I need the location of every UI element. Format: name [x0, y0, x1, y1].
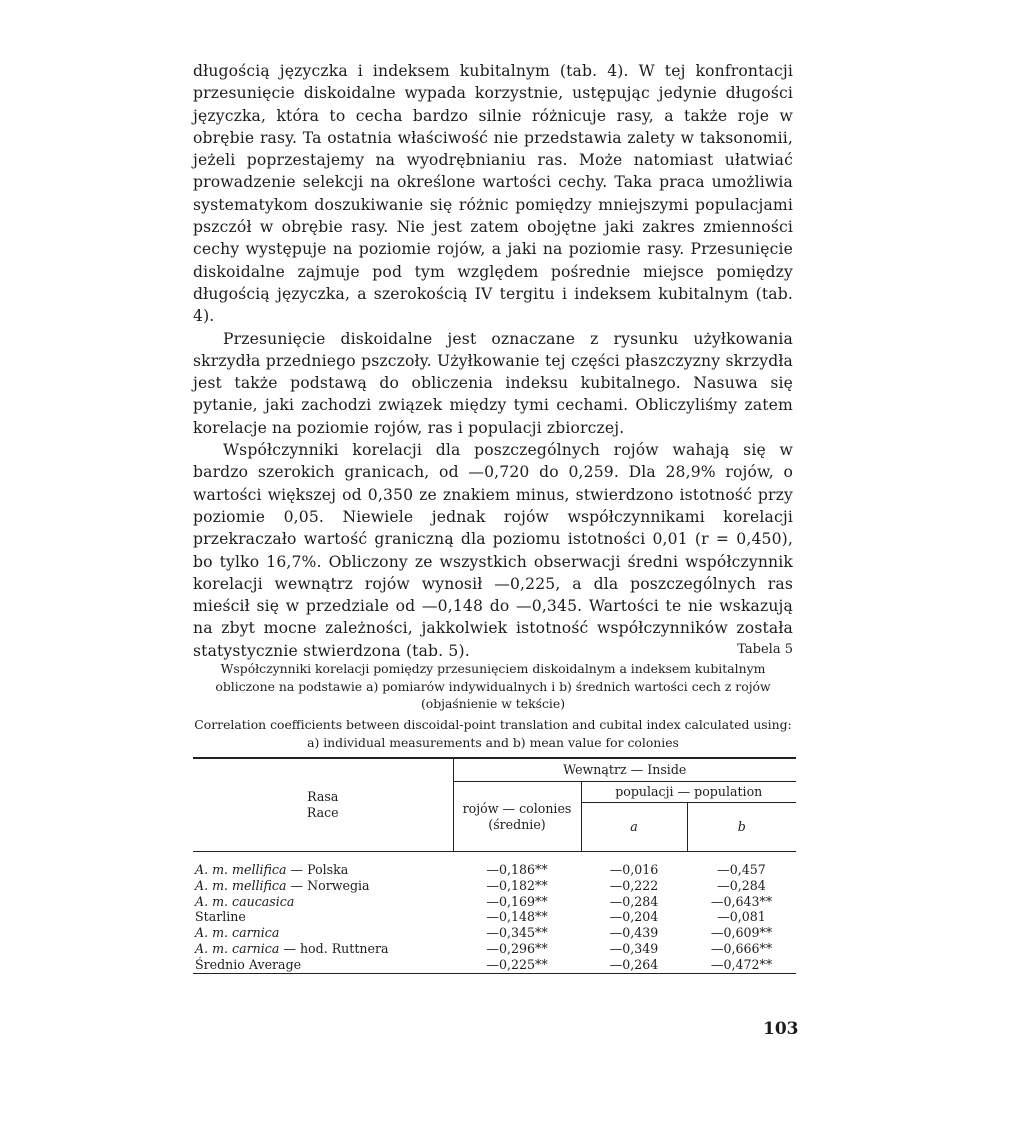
- colonies-value: —0,182**: [486, 877, 548, 893]
- colonies-value: —0,225**: [486, 956, 548, 972]
- race-name: Starline: [195, 909, 246, 925]
- race-name: A. m. mellifica — Norwegia: [195, 877, 370, 893]
- table-row: [193, 878, 796, 894]
- race-name: A. m. mellifica — Polska: [195, 862, 349, 877]
- race-header-pl: Rasa: [307, 789, 339, 805]
- population-a-value: —0,016: [609, 862, 659, 877]
- inside-header: Wewnątrz — Inside: [453, 758, 796, 782]
- body-text: [193, 60, 793, 662]
- column-a-header: a: [581, 803, 687, 852]
- colonies-value: —0,345**: [486, 925, 548, 941]
- colonies-value: —0,148**: [486, 909, 548, 925]
- table-caption-polish: Współczynniki korelacji pomiędzy przesunięciem diskoidalnym a indeksem kubitalnym obliczone na podstawie a) pomiarów indywidualnych i b) średnich wartości cech z rojów (objaśnienie w tekście): [215, 661, 771, 711]
- table-label: Tabela 5: [737, 642, 793, 657]
- paragraph-1: długością języczka i indeksem kubitalnym (tab. 4). W tej konfrontacji przesunięcie diskoidalne wypada korzystnie, ustępując jedynie długości języczka, która to cecha bardzo silnie różnicuje rasy, a także roje w obrębie rasy. Ta ostatnia właściwość nie przedstawia zalety w taksonomii, jeżeli poprzestajemy na wyodrębnianiu ras. Może natomiast ułatwiać prowadzenie selekcji na określone wartości cechy. Taka praca umożliwia systematykom doszukiwanie się różnic pomiędzy mniejszymi populacjami pszczół w obrębie rasy. Nie jest zatem obojętne jaki zakres zmienności cechy występuje na poziomie rojów, a jaki na poziomie rasy. Przesunięcie diskoidalne zajmuje pod tym względem pośrednie miejsce pomiędzy długością języczka, a szerokością IV tergitu i indeksem kubitalnym (tab. 4).: [193, 62, 793, 326]
- population-header: populacji — population: [581, 782, 796, 803]
- table-row: [193, 957, 796, 973]
- population-a-value: —0,439: [609, 925, 659, 941]
- colonies-value: —0,186**: [486, 862, 548, 877]
- race-name: Średnio Average: [195, 956, 302, 972]
- population-b-value: —0,609**: [710, 925, 773, 941]
- population-b-value: —0,643**: [710, 893, 773, 909]
- paragraph-2: Przesunięcie diskoidalne jest oznaczane z rysunku użyłkowania skrzydła przedniego pszczoły. Użyłkowanie tej części płaszczyzny skrzydła jest także podstawą do obliczenia indeksu kubitalnego. Nasuwa się pytanie, jaki zachodzi związek między tymi cechami. Obliczyliśmy zatem korelacje na poziomie rojów, ras i populacji zbiorczej.: [193, 329, 793, 437]
- table-row: [193, 925, 796, 941]
- population-a-value: —0,349: [609, 940, 659, 956]
- population-b-value: —0,472**: [710, 956, 773, 972]
- population-b-value: —0,457: [717, 862, 766, 877]
- race-name: A. m. carnica: [195, 925, 280, 941]
- colonies-header-label: rojów — colonies: [462, 800, 572, 816]
- race-name: A. m. caucasica: [195, 893, 295, 909]
- race-header: [193, 758, 453, 852]
- table-row: [193, 909, 796, 925]
- colonies-value: —0,169**: [486, 893, 548, 909]
- colonies-header-mean: (średnie): [488, 816, 546, 832]
- page-number: 103: [763, 1019, 799, 1039]
- population-a-value: —0,222: [609, 877, 659, 893]
- correlation-table: [193, 757, 796, 974]
- table-row: [193, 894, 796, 910]
- column-b-header: b: [687, 803, 796, 852]
- population-b-value: —0,666**: [710, 940, 773, 956]
- population-a-value: —0,264: [609, 956, 659, 972]
- colonies-value: —0,296**: [486, 940, 548, 956]
- population-a-value: —0,284: [609, 893, 659, 909]
- population-b-value: —0,081: [717, 909, 766, 925]
- colonies-header: [453, 782, 581, 852]
- population-b-value: —0,284: [717, 877, 766, 893]
- population-a-value: —0,204: [609, 909, 659, 925]
- paragraph-3: Współczynniki korelacji dla poszczególnych rojów wahają się w bardzo szerokich granicach, od —0,720 do 0,259. Dla 28,9% rojów, o wartości większej od 0,350 ze znakiem minus, stwierdzono istotność przy poziomie 0,05. Niewiele jednak rojów współczynnikami korelacji przekraczało wartość graniczną dla poziomu istotności 0,01 (r = 0,450), bo tylko 16,7%. Obliczony ze wszystkich obserwacji średni współczynnik korelacji wewnątrz rojów wynosił —0,225, a dla poszczególnych ras mieścił się w przedziale od —0,148 do —0,345. Wartości te nie wskazują na zbyt mocne zależności, jakkolwiek istotność współczynników została statystycznie stwierdzona (tab. 5).: [193, 441, 793, 660]
- table-row: [193, 862, 796, 878]
- race-header-en: Race: [306, 805, 339, 820]
- table-caption-english: Correlation coefficients between discoidal-point translation and cubital index calculated using: a) individual measurements and b) mean value for colonies: [194, 717, 792, 750]
- race-name: A. m. carnica — hod. Ruttnera: [195, 940, 389, 956]
- table-row: [193, 941, 796, 957]
